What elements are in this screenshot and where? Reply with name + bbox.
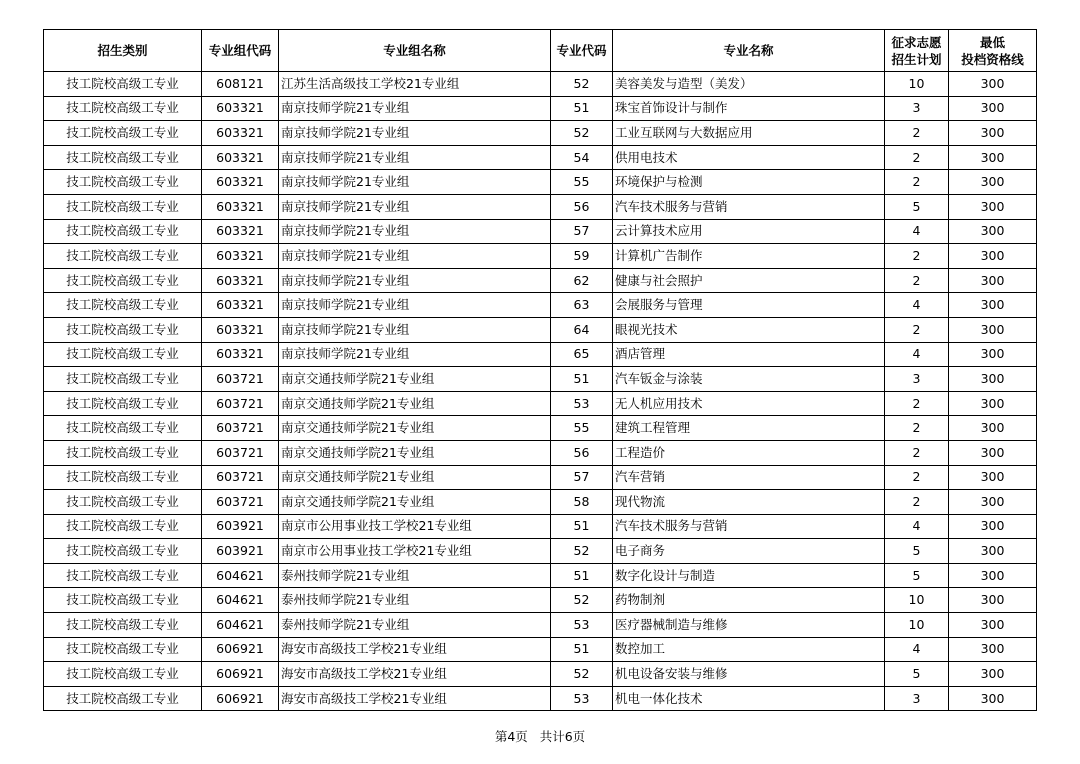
cell-category: 技工院校高级工专业	[44, 637, 202, 662]
table-row	[44, 219, 1037, 244]
table-row	[44, 145, 1037, 170]
cell-category: 技工院校高级工专业	[44, 342, 202, 367]
cell-group-name: 南京交通技师学院21专业组	[279, 465, 551, 490]
table-row	[44, 391, 1037, 416]
cell-group-code: 603321	[202, 170, 279, 195]
cell-score: 300	[949, 367, 1037, 392]
cell-group-code: 603321	[202, 219, 279, 244]
cell-group-code: 603321	[202, 194, 279, 219]
cell-plan: 2	[885, 170, 949, 195]
cell-plan: 2	[885, 490, 949, 515]
header-score-line2: 投档资格线	[961, 51, 1024, 67]
cell-plan: 3	[885, 96, 949, 121]
cell-group-name: 泰州技师学院21专业组	[279, 563, 551, 588]
table-row	[44, 440, 1037, 465]
cell-major-name: 工程造价	[613, 440, 885, 465]
cell-category: 技工院校高级工专业	[44, 662, 202, 687]
cell-score: 300	[949, 563, 1037, 588]
cell-major-name: 医疗器械制造与维修	[613, 613, 885, 638]
table-row	[44, 96, 1037, 121]
cell-major-code: 52	[551, 588, 613, 613]
cell-group-name: 南京交通技师学院21专业组	[279, 416, 551, 441]
table-row	[44, 637, 1037, 662]
cell-category: 技工院校高级工专业	[44, 194, 202, 219]
cell-plan: 5	[885, 662, 949, 687]
cell-group-name: 南京交通技师学院21专业组	[279, 490, 551, 515]
cell-score: 300	[949, 613, 1037, 638]
cell-group-code: 603321	[202, 293, 279, 318]
cell-group-code: 603721	[202, 490, 279, 515]
cell-major-name: 工业互联网与大数据应用	[613, 121, 885, 146]
table-row	[44, 317, 1037, 342]
cell-major-name: 现代物流	[613, 490, 885, 515]
cell-plan: 4	[885, 293, 949, 318]
cell-group-name: 南京技师学院21专业组	[279, 219, 551, 244]
page-total: 共计6页	[539, 729, 586, 744]
table-row	[44, 686, 1037, 711]
cell-plan: 5	[885, 539, 949, 564]
table-row	[44, 293, 1037, 318]
cell-major-name: 计算机广告制作	[613, 244, 885, 269]
table-row	[44, 72, 1037, 97]
cell-major-name: 汽车技术服务与营销	[613, 194, 885, 219]
cell-group-code: 603721	[202, 391, 279, 416]
cell-category: 技工院校高级工专业	[44, 72, 202, 97]
table-header	[44, 30, 1037, 72]
table-row	[44, 465, 1037, 490]
cell-group-code: 603721	[202, 465, 279, 490]
cell-plan: 2	[885, 121, 949, 146]
cell-plan: 3	[885, 367, 949, 392]
header-score	[949, 30, 1037, 72]
cell-plan: 2	[885, 416, 949, 441]
cell-major-name: 云计算技术应用	[613, 219, 885, 244]
cell-category: 技工院校高级工专业	[44, 613, 202, 638]
cell-major-name: 药物制剂	[613, 588, 885, 613]
cell-group-name: 海安市高级技工学校21专业组	[279, 662, 551, 687]
cell-major-name: 酒店管理	[613, 342, 885, 367]
cell-plan: 10	[885, 613, 949, 638]
cell-major-name: 机电一体化技术	[613, 686, 885, 711]
cell-plan: 3	[885, 686, 949, 711]
table-row	[44, 367, 1037, 392]
header-group-name: 专业组名称	[279, 30, 551, 72]
cell-plan: 4	[885, 219, 949, 244]
cell-score: 300	[949, 317, 1037, 342]
table-row	[44, 514, 1037, 539]
cell-major-name: 珠宝首饰设计与制作	[613, 96, 885, 121]
cell-score: 300	[949, 96, 1037, 121]
cell-major-code: 65	[551, 342, 613, 367]
cell-group-name: 南京技师学院21专业组	[279, 121, 551, 146]
cell-group-code: 603321	[202, 268, 279, 293]
table-row	[44, 121, 1037, 146]
cell-major-name: 数字化设计与制造	[613, 563, 885, 588]
page-number: 第4页	[494, 729, 528, 744]
cell-category: 技工院校高级工专业	[44, 686, 202, 711]
cell-major-name: 数控加工	[613, 637, 885, 662]
cell-major-code: 62	[551, 268, 613, 293]
cell-group-code: 603321	[202, 342, 279, 367]
cell-category: 技工院校高级工专业	[44, 367, 202, 392]
cell-score: 300	[949, 219, 1037, 244]
cell-group-code: 603921	[202, 514, 279, 539]
cell-major-name: 供用电技术	[613, 145, 885, 170]
cell-group-code: 604621	[202, 588, 279, 613]
header-major-name: 专业名称	[613, 30, 885, 72]
cell-major-name: 会展服务与管理	[613, 293, 885, 318]
cell-score: 300	[949, 490, 1037, 515]
cell-plan: 5	[885, 563, 949, 588]
cell-plan: 2	[885, 465, 949, 490]
cell-plan: 4	[885, 514, 949, 539]
cell-category: 技工院校高级工专业	[44, 96, 202, 121]
cell-score: 300	[949, 514, 1037, 539]
cell-plan: 2	[885, 244, 949, 269]
cell-major-name: 机电设备安装与维修	[613, 662, 885, 687]
cell-category: 技工院校高级工专业	[44, 514, 202, 539]
cell-group-code: 603321	[202, 145, 279, 170]
cell-group-name: 泰州技师学院21专业组	[279, 613, 551, 638]
cell-major-name: 健康与社会照护	[613, 268, 885, 293]
cell-plan: 4	[885, 342, 949, 367]
table-row	[44, 170, 1037, 195]
cell-major-name: 汽车技术服务与营销	[613, 514, 885, 539]
cell-score: 300	[949, 244, 1037, 269]
cell-group-name: 海安市高级技工学校21专业组	[279, 637, 551, 662]
header-plan-line1: 征求志愿	[891, 34, 942, 50]
cell-group-name: 南京技师学院21专业组	[279, 145, 551, 170]
cell-group-name: 南京技师学院21专业组	[279, 317, 551, 342]
table-row	[44, 539, 1037, 564]
cell-group-code: 604621	[202, 563, 279, 588]
cell-group-code: 603921	[202, 539, 279, 564]
cell-group-name: 南京技师学院21专业组	[279, 96, 551, 121]
cell-score: 300	[949, 539, 1037, 564]
cell-major-code: 51	[551, 514, 613, 539]
cell-group-code: 603321	[202, 317, 279, 342]
cell-plan: 2	[885, 268, 949, 293]
table-row	[44, 662, 1037, 687]
cell-category: 技工院校高级工专业	[44, 588, 202, 613]
cell-major-code: 56	[551, 440, 613, 465]
cell-category: 技工院校高级工专业	[44, 490, 202, 515]
cell-major-name: 无人机应用技术	[613, 391, 885, 416]
cell-score: 300	[949, 72, 1037, 97]
cell-score: 300	[949, 293, 1037, 318]
cell-plan: 5	[885, 194, 949, 219]
table-row	[44, 268, 1037, 293]
cell-major-name: 眼视光技术	[613, 317, 885, 342]
cell-major-code: 53	[551, 613, 613, 638]
cell-group-code: 603321	[202, 244, 279, 269]
cell-category: 技工院校高级工专业	[44, 563, 202, 588]
cell-major-code: 56	[551, 194, 613, 219]
cell-group-code: 606921	[202, 637, 279, 662]
table-row	[44, 588, 1037, 613]
cell-score: 300	[949, 440, 1037, 465]
cell-score: 300	[949, 416, 1037, 441]
cell-score: 300	[949, 588, 1037, 613]
cell-group-code: 603721	[202, 440, 279, 465]
cell-score: 300	[949, 686, 1037, 711]
header-row	[44, 30, 1037, 72]
cell-major-code: 59	[551, 244, 613, 269]
header-plan	[885, 30, 949, 72]
cell-group-code: 603321	[202, 121, 279, 146]
cell-category: 技工院校高级工专业	[44, 317, 202, 342]
table-row	[44, 416, 1037, 441]
cell-group-name: 南京技师学院21专业组	[279, 194, 551, 219]
cell-group-code: 603721	[202, 367, 279, 392]
cell-major-name: 建筑工程管理	[613, 416, 885, 441]
table-row	[44, 342, 1037, 367]
cell-group-code: 608121	[202, 72, 279, 97]
cell-category: 技工院校高级工专业	[44, 145, 202, 170]
cell-category: 技工院校高级工专业	[44, 465, 202, 490]
cell-score: 300	[949, 342, 1037, 367]
cell-plan: 4	[885, 637, 949, 662]
cell-major-code: 53	[551, 686, 613, 711]
cell-category: 技工院校高级工专业	[44, 244, 202, 269]
cell-group-code: 606921	[202, 686, 279, 711]
cell-group-name: 南京技师学院21专业组	[279, 342, 551, 367]
cell-major-code: 51	[551, 367, 613, 392]
cell-major-code: 52	[551, 72, 613, 97]
cell-plan: 2	[885, 440, 949, 465]
cell-plan: 2	[885, 317, 949, 342]
table-body	[44, 72, 1037, 711]
cell-group-name: 南京交通技师学院21专业组	[279, 391, 551, 416]
cell-major-code: 52	[551, 121, 613, 146]
header-plan-line2: 招生计划	[891, 51, 942, 67]
cell-group-name: 南京市公用事业技工学校21专业组	[279, 514, 551, 539]
table-row	[44, 490, 1037, 515]
cell-major-name: 环境保护与检测	[613, 170, 885, 195]
cell-major-name: 电子商务	[613, 539, 885, 564]
cell-group-name: 泰州技师学院21专业组	[279, 588, 551, 613]
cell-major-code: 51	[551, 96, 613, 121]
cell-major-code: 58	[551, 490, 613, 515]
cell-group-code: 603721	[202, 416, 279, 441]
cell-major-code: 64	[551, 317, 613, 342]
table-row	[44, 563, 1037, 588]
admission-table	[43, 29, 1037, 711]
cell-major-name: 美容美发与造型（美发）	[613, 72, 885, 97]
cell-group-name: 南京交通技师学院21专业组	[279, 440, 551, 465]
cell-major-code: 52	[551, 539, 613, 564]
cell-plan: 2	[885, 391, 949, 416]
cell-group-name: 南京技师学院21专业组	[279, 268, 551, 293]
header-major-code: 专业代码	[551, 30, 613, 72]
cell-group-name: 南京技师学院21专业组	[279, 170, 551, 195]
cell-score: 300	[949, 145, 1037, 170]
cell-major-code: 63	[551, 293, 613, 318]
cell-major-code: 55	[551, 416, 613, 441]
cell-category: 技工院校高级工专业	[44, 170, 202, 195]
cell-category: 技工院校高级工专业	[44, 391, 202, 416]
cell-major-code: 51	[551, 563, 613, 588]
cell-group-name: 江苏生活高级技工学校21专业组	[279, 72, 551, 97]
cell-score: 300	[949, 637, 1037, 662]
cell-category: 技工院校高级工专业	[44, 293, 202, 318]
cell-major-name: 汽车钣金与涂装	[613, 367, 885, 392]
cell-score: 300	[949, 268, 1037, 293]
cell-category: 技工院校高级工专业	[44, 440, 202, 465]
table-row	[44, 613, 1037, 638]
page-footer	[0, 727, 1080, 745]
header-group-code: 专业组代码	[202, 30, 279, 72]
header-score-line1: 最低	[979, 34, 1005, 50]
cell-score: 300	[949, 194, 1037, 219]
cell-category: 技工院校高级工专业	[44, 539, 202, 564]
table-row	[44, 194, 1037, 219]
cell-major-code: 52	[551, 662, 613, 687]
cell-group-name: 南京技师学院21专业组	[279, 244, 551, 269]
cell-group-code: 603321	[202, 96, 279, 121]
cell-major-code: 53	[551, 391, 613, 416]
cell-group-name: 南京交通技师学院21专业组	[279, 367, 551, 392]
header-category: 招生类别	[44, 30, 202, 72]
cell-group-code: 604621	[202, 613, 279, 638]
cell-plan: 10	[885, 72, 949, 97]
cell-major-name: 汽车营销	[613, 465, 885, 490]
cell-score: 300	[949, 121, 1037, 146]
cell-category: 技工院校高级工专业	[44, 268, 202, 293]
cell-score: 300	[949, 391, 1037, 416]
cell-category: 技工院校高级工专业	[44, 416, 202, 441]
cell-major-code: 57	[551, 219, 613, 244]
cell-score: 300	[949, 465, 1037, 490]
table-row	[44, 244, 1037, 269]
cell-category: 技工院校高级工专业	[44, 219, 202, 244]
cell-group-name: 海安市高级技工学校21专业组	[279, 686, 551, 711]
cell-plan: 10	[885, 588, 949, 613]
cell-group-code: 606921	[202, 662, 279, 687]
cell-score: 300	[949, 170, 1037, 195]
cell-plan: 2	[885, 145, 949, 170]
cell-major-code: 51	[551, 637, 613, 662]
cell-major-code: 54	[551, 145, 613, 170]
cell-group-name: 南京技师学院21专业组	[279, 293, 551, 318]
cell-major-code: 57	[551, 465, 613, 490]
cell-group-name: 南京市公用事业技工学校21专业组	[279, 539, 551, 564]
cell-score: 300	[949, 662, 1037, 687]
cell-major-code: 55	[551, 170, 613, 195]
cell-category: 技工院校高级工专业	[44, 121, 202, 146]
